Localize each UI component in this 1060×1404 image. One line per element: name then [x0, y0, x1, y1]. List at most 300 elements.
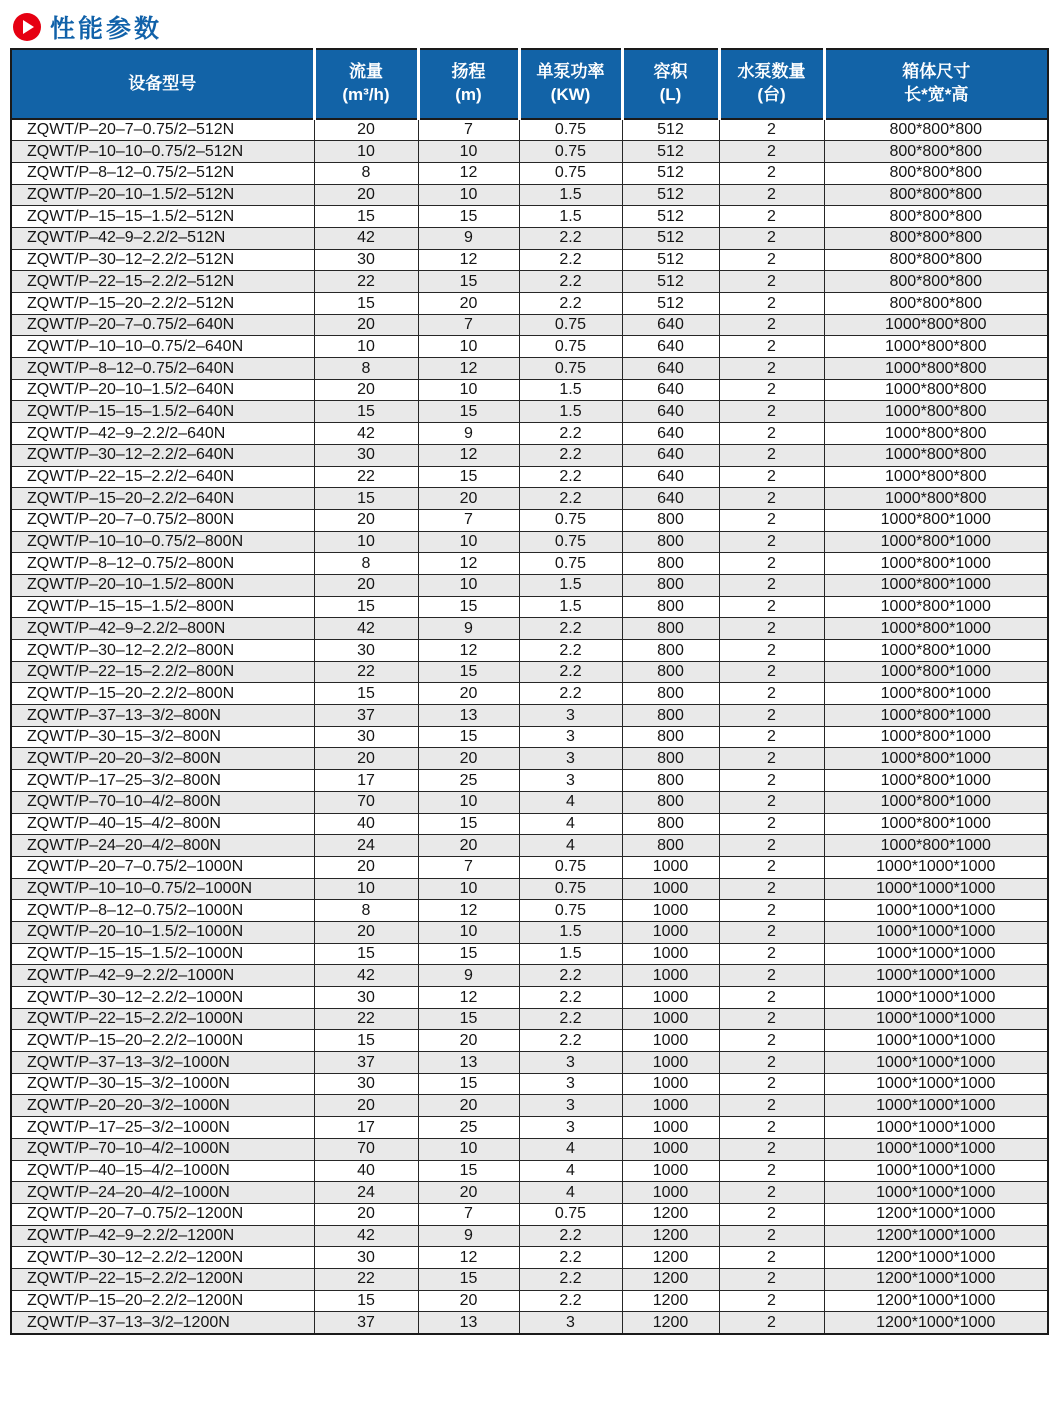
model-cell: ZQWT/P–10–10–0.75/2–800N [11, 531, 314, 553]
flow-cell: 20 [314, 119, 418, 141]
dimensions-cell: 1000*1000*1000 [824, 943, 1048, 965]
volume-cell: 512 [622, 271, 719, 293]
power-cell: 3 [519, 1117, 622, 1139]
head-cell: 10 [418, 336, 519, 358]
power-cell: 2.2 [519, 618, 622, 640]
column-title: 容积 [653, 62, 688, 82]
pump-qty-cell: 2 [719, 423, 824, 445]
column-unit: (L) [659, 85, 682, 104]
dimensions-cell: 800*800*800 [824, 293, 1048, 315]
model-cell: ZQWT/P–15–20–2.2/2–512N [11, 293, 314, 315]
pump-qty-cell: 2 [719, 1268, 824, 1290]
volume-cell: 800 [622, 770, 719, 792]
model-cell: ZQWT/P–15–20–2.2/2–800N [11, 683, 314, 705]
flow-cell: 30 [314, 1073, 418, 1095]
flow-cell: 40 [314, 1160, 418, 1182]
volume-cell: 1000 [622, 921, 719, 943]
volume-cell: 1000 [622, 1073, 719, 1095]
power-cell: 0.75 [519, 531, 622, 553]
power-cell: 4 [519, 1160, 622, 1182]
head-cell: 15 [418, 596, 519, 618]
column-header-dimensions [824, 49, 1048, 119]
table-row [11, 141, 1048, 163]
head-cell: 7 [418, 856, 519, 878]
head-cell: 15 [418, 1160, 519, 1182]
pump-qty-cell: 2 [719, 293, 824, 315]
volume-cell: 1000 [622, 987, 719, 1009]
dimensions-cell: 1000*800*1000 [824, 553, 1048, 575]
flow-cell: 22 [314, 1008, 418, 1030]
model-cell: ZQWT/P–10–10–0.75/2–1000N [11, 878, 314, 900]
head-cell: 15 [418, 813, 519, 835]
table-row [11, 900, 1048, 922]
column-title: 箱体尺寸 [902, 62, 971, 82]
pump-qty-cell: 2 [719, 553, 824, 575]
table-row [11, 184, 1048, 206]
power-cell: 0.75 [519, 900, 622, 922]
head-cell: 13 [418, 1312, 519, 1334]
dimensions-cell: 1200*1000*1000 [824, 1312, 1048, 1334]
head-cell: 10 [418, 184, 519, 206]
dimensions-cell: 1000*800*1000 [824, 531, 1048, 553]
dimensions-cell: 1000*1000*1000 [824, 1138, 1048, 1160]
pump-qty-cell: 2 [719, 987, 824, 1009]
flow-cell: 30 [314, 726, 418, 748]
head-cell: 12 [418, 900, 519, 922]
model-cell: ZQWT/P–20–7–0.75/2–1200N [11, 1203, 314, 1225]
power-cell: 1.5 [519, 943, 622, 965]
head-cell: 15 [418, 206, 519, 228]
head-cell: 20 [418, 748, 519, 770]
head-cell: 15 [418, 271, 519, 293]
table-row [11, 1290, 1048, 1312]
spec-table [10, 48, 1049, 1335]
head-cell: 10 [418, 791, 519, 813]
dimensions-cell: 1000*1000*1000 [824, 1052, 1048, 1074]
volume-cell: 1000 [622, 1008, 719, 1030]
power-cell: 1.5 [519, 401, 622, 423]
flow-cell: 30 [314, 1247, 418, 1269]
head-cell: 7 [418, 314, 519, 336]
flow-cell: 37 [314, 1312, 418, 1334]
volume-cell: 1200 [622, 1312, 719, 1334]
model-cell: ZQWT/P–22–15–2.2/2–1200N [11, 1268, 314, 1290]
power-cell: 3 [519, 748, 622, 770]
table-row [11, 640, 1048, 662]
head-cell: 25 [418, 1117, 519, 1139]
flow-cell: 70 [314, 1138, 418, 1160]
table-row [11, 1312, 1048, 1334]
head-cell: 10 [418, 1138, 519, 1160]
model-cell: ZQWT/P–20–20–3/2–800N [11, 748, 314, 770]
volume-cell: 800 [622, 705, 719, 727]
power-cell: 2.2 [519, 444, 622, 466]
model-cell: ZQWT/P–10–10–0.75/2–512N [11, 141, 314, 163]
flow-cell: 42 [314, 423, 418, 445]
volume-cell: 1000 [622, 1095, 719, 1117]
volume-cell: 640 [622, 336, 719, 358]
dimensions-cell: 1000*800*1000 [824, 748, 1048, 770]
volume-cell: 800 [622, 574, 719, 596]
head-cell: 9 [418, 227, 519, 249]
volume-cell: 1200 [622, 1247, 719, 1269]
power-cell: 2.2 [519, 227, 622, 249]
table-row [11, 249, 1048, 271]
column-title: 单泵功率 [536, 62, 605, 82]
dimensions-cell: 1000*1000*1000 [824, 921, 1048, 943]
table-row [11, 1268, 1048, 1290]
volume-cell: 800 [622, 553, 719, 575]
volume-cell: 1200 [622, 1203, 719, 1225]
power-cell: 2.2 [519, 271, 622, 293]
flow-cell: 15 [314, 293, 418, 315]
pump-qty-cell: 2 [719, 640, 824, 662]
model-cell: ZQWT/P–30–12–2.2/2–512N [11, 249, 314, 271]
flow-cell: 70 [314, 791, 418, 813]
model-cell: ZQWT/P–15–15–1.5/2–512N [11, 206, 314, 228]
head-cell: 9 [418, 965, 519, 987]
model-cell: ZQWT/P–30–12–2.2/2–1200N [11, 1247, 314, 1269]
table-row [11, 466, 1048, 488]
flow-cell: 42 [314, 1225, 418, 1247]
head-cell: 12 [418, 444, 519, 466]
flow-cell: 20 [314, 184, 418, 206]
volume-cell: 800 [622, 683, 719, 705]
dimensions-cell: 800*800*800 [824, 141, 1048, 163]
column-header-head [418, 49, 519, 119]
dimensions-cell: 1000*800*1000 [824, 509, 1048, 531]
model-cell: ZQWT/P–17–25–3/2–1000N [11, 1117, 314, 1139]
column-title: 扬程 [451, 62, 486, 82]
head-cell: 10 [418, 921, 519, 943]
model-cell: ZQWT/P–15–15–1.5/2–800N [11, 596, 314, 618]
pump-qty-cell: 2 [719, 965, 824, 987]
power-cell: 0.75 [519, 358, 622, 380]
table-row [11, 1030, 1048, 1052]
flow-cell: 8 [314, 162, 418, 184]
pump-qty-cell: 2 [719, 618, 824, 640]
power-cell: 3 [519, 1052, 622, 1074]
model-cell: ZQWT/P–17–25–3/2–800N [11, 770, 314, 792]
dimensions-cell: 800*800*800 [824, 206, 1048, 228]
pump-qty-cell: 2 [719, 813, 824, 835]
volume-cell: 640 [622, 488, 719, 510]
table-row [11, 987, 1048, 1009]
dimensions-cell: 1000*1000*1000 [824, 1008, 1048, 1030]
column-header-pump-qty [719, 49, 824, 119]
head-cell: 12 [418, 249, 519, 271]
table-row [11, 444, 1048, 466]
table-row [11, 791, 1048, 813]
table-row [11, 878, 1048, 900]
volume-cell: 800 [622, 813, 719, 835]
power-cell: 4 [519, 1182, 622, 1204]
pump-qty-cell: 2 [719, 488, 824, 510]
dimensions-cell: 1000*1000*1000 [824, 900, 1048, 922]
pump-qty-cell: 2 [719, 791, 824, 813]
power-cell: 2.2 [519, 466, 622, 488]
dimensions-cell: 1000*1000*1000 [824, 1117, 1048, 1139]
pump-qty-cell: 2 [719, 1182, 824, 1204]
flow-cell: 30 [314, 640, 418, 662]
power-cell: 3 [519, 1095, 622, 1117]
column-header-volume [622, 49, 719, 119]
pump-qty-cell: 2 [719, 1117, 824, 1139]
pump-qty-cell: 2 [719, 770, 824, 792]
flow-cell: 22 [314, 1268, 418, 1290]
volume-cell: 800 [622, 661, 719, 683]
power-cell: 1.5 [519, 921, 622, 943]
column-header-power [519, 49, 622, 119]
dimensions-cell: 1000*800*1000 [824, 661, 1048, 683]
head-cell: 20 [418, 488, 519, 510]
table-row [11, 1008, 1048, 1030]
model-cell: ZQWT/P–24–20–4/2–1000N [11, 1182, 314, 1204]
flow-cell: 20 [314, 509, 418, 531]
pump-qty-cell: 2 [719, 531, 824, 553]
flow-cell: 15 [314, 1290, 418, 1312]
model-cell: ZQWT/P–20–7–0.75/2–640N [11, 314, 314, 336]
pump-qty-cell: 2 [719, 379, 824, 401]
head-cell: 12 [418, 987, 519, 1009]
model-cell: ZQWT/P–42–9–2.2/2–1000N [11, 965, 314, 987]
head-cell: 15 [418, 401, 519, 423]
power-cell: 0.75 [519, 314, 622, 336]
power-cell: 0.75 [519, 162, 622, 184]
dimensions-cell: 1000*1000*1000 [824, 878, 1048, 900]
volume-cell: 512 [622, 206, 719, 228]
head-cell: 10 [418, 574, 519, 596]
power-cell: 2.2 [519, 640, 622, 662]
table-row [11, 401, 1048, 423]
pump-qty-cell: 2 [719, 1203, 824, 1225]
head-cell: 12 [418, 162, 519, 184]
model-cell: ZQWT/P–15–20–2.2/2–1000N [11, 1030, 314, 1052]
model-cell: ZQWT/P–20–20–3/2–1000N [11, 1095, 314, 1117]
table-row [11, 553, 1048, 575]
flow-cell: 20 [314, 748, 418, 770]
volume-cell: 1000 [622, 965, 719, 987]
table-row [11, 531, 1048, 553]
dimensions-cell: 1000*800*800 [824, 466, 1048, 488]
volume-cell: 1200 [622, 1290, 719, 1312]
model-cell: ZQWT/P–20–7–0.75/2–800N [11, 509, 314, 531]
table-row [11, 770, 1048, 792]
pump-qty-cell: 2 [719, 900, 824, 922]
power-cell: 2.2 [519, 1290, 622, 1312]
column-unit: (m) [455, 85, 482, 104]
flow-cell: 20 [314, 1095, 418, 1117]
dimensions-cell: 1000*800*800 [824, 358, 1048, 380]
table-row [11, 1203, 1048, 1225]
column-title: 流量 [349, 62, 383, 82]
volume-cell: 512 [622, 293, 719, 315]
volume-cell: 640 [622, 358, 719, 380]
pump-qty-cell: 2 [719, 705, 824, 727]
table-row [11, 661, 1048, 683]
table-row [11, 1160, 1048, 1182]
pump-qty-cell: 2 [719, 1138, 824, 1160]
table-row [11, 1182, 1048, 1204]
dimensions-cell: 1000*1000*1000 [824, 1030, 1048, 1052]
volume-cell: 1200 [622, 1225, 719, 1247]
table-row [11, 358, 1048, 380]
table-row [11, 596, 1048, 618]
head-cell: 25 [418, 770, 519, 792]
model-cell: ZQWT/P–30–15–3/2–1000N [11, 1073, 314, 1095]
pump-qty-cell: 2 [719, 1312, 824, 1334]
flow-cell: 15 [314, 401, 418, 423]
pump-qty-cell: 2 [719, 314, 824, 336]
table-row [11, 1225, 1048, 1247]
dimensions-cell: 1200*1000*1000 [824, 1203, 1048, 1225]
volume-cell: 512 [622, 141, 719, 163]
volume-cell: 640 [622, 379, 719, 401]
power-cell: 0.75 [519, 878, 622, 900]
pump-qty-cell: 2 [719, 466, 824, 488]
head-cell: 20 [418, 1182, 519, 1204]
head-cell: 10 [418, 878, 519, 900]
pump-qty-cell: 2 [719, 1095, 824, 1117]
table-row [11, 379, 1048, 401]
pump-qty-cell: 2 [719, 119, 824, 141]
model-cell: ZQWT/P–22–15–2.2/2–800N [11, 661, 314, 683]
model-cell: ZQWT/P–42–9–2.2/2–800N [11, 618, 314, 640]
head-cell: 7 [418, 509, 519, 531]
pump-qty-cell: 2 [719, 206, 824, 228]
table-row [11, 813, 1048, 835]
power-cell: 2.2 [519, 293, 622, 315]
flow-cell: 40 [314, 813, 418, 835]
volume-cell: 512 [622, 119, 719, 141]
flow-cell: 15 [314, 1030, 418, 1052]
table-row [11, 965, 1048, 987]
power-cell: 4 [519, 835, 622, 857]
head-cell: 9 [418, 423, 519, 445]
table-row [11, 1247, 1048, 1269]
volume-cell: 512 [622, 162, 719, 184]
power-cell: 3 [519, 770, 622, 792]
head-cell: 9 [418, 618, 519, 640]
volume-cell: 800 [622, 596, 719, 618]
head-cell: 20 [418, 293, 519, 315]
dimensions-cell: 1200*1000*1000 [824, 1268, 1048, 1290]
dimensions-cell: 800*800*800 [824, 271, 1048, 293]
power-cell: 2.2 [519, 1268, 622, 1290]
table-row [11, 856, 1048, 878]
dimensions-cell: 800*800*800 [824, 162, 1048, 184]
pump-qty-cell: 2 [719, 358, 824, 380]
volume-cell: 640 [622, 314, 719, 336]
dimensions-cell: 1200*1000*1000 [824, 1247, 1048, 1269]
model-cell: ZQWT/P–20–7–0.75/2–1000N [11, 856, 314, 878]
volume-cell: 640 [622, 466, 719, 488]
dimensions-cell: 1000*800*1000 [824, 683, 1048, 705]
pump-qty-cell: 2 [719, 1008, 824, 1030]
table-row [11, 835, 1048, 857]
flow-cell: 20 [314, 856, 418, 878]
power-cell: 0.75 [519, 336, 622, 358]
volume-cell: 512 [622, 184, 719, 206]
volume-cell: 800 [622, 835, 719, 857]
power-cell: 4 [519, 813, 622, 835]
dimensions-cell: 1000*1000*1000 [824, 1095, 1048, 1117]
page-title: 性能参数 [50, 15, 163, 43]
pump-qty-cell: 2 [719, 1052, 824, 1074]
flow-cell: 17 [314, 770, 418, 792]
head-cell: 7 [418, 1203, 519, 1225]
volume-cell: 1000 [622, 1160, 719, 1182]
header-row [11, 49, 1048, 119]
head-cell: 12 [418, 1247, 519, 1269]
pump-qty-cell: 2 [719, 856, 824, 878]
table-row [11, 227, 1048, 249]
power-cell: 2.2 [519, 987, 622, 1009]
flow-cell: 15 [314, 683, 418, 705]
power-cell: 1.5 [519, 574, 622, 596]
table-row [11, 1117, 1048, 1139]
model-cell: ZQWT/P–42–9–2.2/2–1200N [11, 1225, 314, 1247]
pump-qty-cell: 2 [719, 141, 824, 163]
table-header [11, 49, 1048, 119]
power-cell: 2.2 [519, 1247, 622, 1269]
flow-cell: 20 [314, 314, 418, 336]
power-cell: 2.2 [519, 423, 622, 445]
power-cell: 0.75 [519, 119, 622, 141]
pump-qty-cell: 2 [719, 271, 824, 293]
flow-cell: 30 [314, 987, 418, 1009]
model-cell: ZQWT/P–24–20–4/2–800N [11, 835, 314, 857]
power-cell: 1.5 [519, 206, 622, 228]
pump-qty-cell: 2 [719, 574, 824, 596]
column-unit: (KW) [550, 85, 591, 104]
head-cell: 7 [418, 119, 519, 141]
head-cell: 15 [418, 1008, 519, 1030]
power-cell: 3 [519, 726, 622, 748]
power-cell: 4 [519, 791, 622, 813]
model-cell: ZQWT/P–37–13–3/2–1200N [11, 1312, 314, 1334]
pump-qty-cell: 2 [719, 1030, 824, 1052]
dimensions-cell: 1000*800*800 [824, 379, 1048, 401]
volume-cell: 800 [622, 618, 719, 640]
flow-cell: 20 [314, 379, 418, 401]
power-cell: 2.2 [519, 683, 622, 705]
head-cell: 15 [418, 943, 519, 965]
table-row [11, 726, 1048, 748]
table-row [11, 1052, 1048, 1074]
volume-cell: 640 [622, 444, 719, 466]
model-cell: ZQWT/P–10–10–0.75/2–640N [11, 336, 314, 358]
volume-cell: 800 [622, 640, 719, 662]
power-cell: 3 [519, 1312, 622, 1334]
power-cell: 2.2 [519, 1225, 622, 1247]
head-cell: 20 [418, 683, 519, 705]
volume-cell: 1000 [622, 1138, 719, 1160]
pump-qty-cell: 2 [719, 878, 824, 900]
pump-qty-cell: 2 [719, 835, 824, 857]
model-cell: ZQWT/P–42–9–2.2/2–640N [11, 423, 314, 445]
model-cell: ZQWT/P–20–10–1.5/2–640N [11, 379, 314, 401]
pump-qty-cell: 2 [719, 661, 824, 683]
model-cell: ZQWT/P–40–15–4/2–800N [11, 813, 314, 835]
volume-cell: 1000 [622, 1117, 719, 1139]
flow-cell: 22 [314, 271, 418, 293]
head-cell: 20 [418, 835, 519, 857]
model-cell: ZQWT/P–22–15–2.2/2–512N [11, 271, 314, 293]
dimensions-cell: 1000*1000*1000 [824, 856, 1048, 878]
power-cell: 2.2 [519, 1030, 622, 1052]
table-row [11, 336, 1048, 358]
